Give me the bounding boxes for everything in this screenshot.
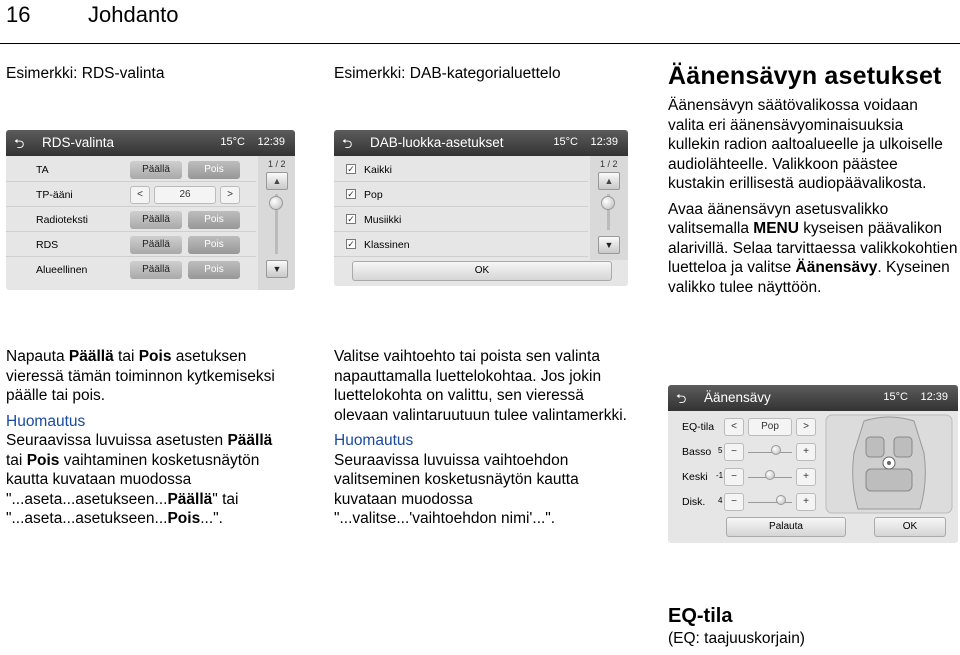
item-label: Pop [364,189,383,201]
minus-button[interactable]: − [724,443,744,461]
off-button[interactable]: Pois [188,161,240,179]
off-button[interactable]: Pois [188,211,240,229]
item-label: Kaikki [364,164,393,176]
car-interior-icon[interactable] [824,413,954,515]
clock: 12:39 [257,136,285,148]
dab-screen [334,130,628,286]
row-label: RDS [36,239,59,251]
tone-row-treble [668,490,818,514]
col2-paragraph: Valitse vaihtoehto tai poista sen valinta napauttamalla luettelokohtaa. Jos jokin luettelokohta on valittu, sen vieressä olevaan valintaruutuun tulee valintamerkki. [334,348,627,424]
item-label: Musiikki [364,214,402,226]
col1-note [6,412,286,529]
scroll-panel [590,156,628,260]
back-icon[interactable]: ⮌ [676,391,687,406]
dab-item[interactable] [334,208,588,232]
col2-text [334,347,634,529]
text-run: . Kyseinen valikko tulee näyttöön. [668,259,950,296]
col2-note [334,431,634,529]
note-heading: Huomautus [6,412,86,430]
rds-row-regional [6,258,256,282]
row-value: -1 [716,471,724,480]
rds-row-ta [6,158,256,182]
slider-track[interactable] [748,452,792,453]
text-bold: Päällä [68,348,114,365]
on-button[interactable]: Päällä [130,261,182,279]
dab-screen-title: DAB-luokka-asetukset [370,135,504,150]
ok-button[interactable]: OK [352,261,612,281]
scroll-panel [258,156,295,290]
dab-item[interactable] [334,158,588,182]
scroll-down-button[interactable]: ▼ [266,260,288,278]
rds-title-bar [6,130,295,156]
col1-paragraph [6,347,286,406]
scroll-up-button[interactable]: ▲ [266,172,288,190]
text-run: " tai "...aseta...asetukseen... [6,490,239,527]
eq-subheading: EQ-tila [668,605,733,627]
plus-button[interactable]: + [796,493,816,511]
temperature: 15°C [553,136,578,148]
ok-button[interactable]: OK [874,517,946,537]
scrollbar-thumb[interactable] [269,196,283,210]
tone-heading: Äänensävyn asetukset [668,62,942,90]
rds-caption: Esimerkki: RDS-valinta [6,65,165,82]
tone-row-bass [668,440,818,464]
plus-button[interactable]: + [796,468,816,486]
eq-subtext: (EQ: taajuuskorjain) [668,630,805,647]
tone-row-eq [668,415,818,439]
row-label: Disk. [682,496,706,508]
on-button[interactable]: Päällä [130,161,182,179]
back-icon[interactable]: ⮌ [14,136,25,151]
text-run: kyseisen päävalikon alarivillä. Selaa tarvittaessa valikkokohtien luetteloa ja valitse [668,220,958,276]
tp-volume-value: 26 [154,186,216,204]
row-label: TP-ääni [36,189,73,201]
section-title: Johdanto [88,2,179,27]
text-run: tai [6,451,27,469]
col3-paragraph-2 [668,200,958,298]
row-label: EQ-tila [682,421,715,433]
col3-paragraph: Äänensävyn säätövalikossa voidaan valita eri äänensävyominaisuuksia kullekin radion aaltoalueelle ja ulkoiselle audiolähteelle. Valikkoon päästee kustakin erillisestä audiopäävalikosta. [668,97,943,192]
text-run: Avaa äänensävyn asetusvalikko valitsemalla [668,200,889,237]
page-header [0,0,960,44]
text-run: Napauta [6,348,69,365]
scrollbar-thumb[interactable] [601,196,615,210]
clock: 12:39 [920,391,948,403]
tone-title-bar [668,385,958,411]
text-bold: Pois [167,510,201,527]
dab-item[interactable] [334,183,588,207]
back-icon[interactable]: ⮌ [342,136,353,151]
dab-caption: Esimerkki: DAB-kategorialuettelo [334,65,561,82]
note-heading: Huomautus [334,432,414,449]
checkbox[interactable]: ✓ [347,214,355,224]
text-bold: Pois [26,451,60,469]
dab-item[interactable] [334,233,588,257]
checkbox[interactable]: ✓ [347,239,355,249]
text-run: tai [113,348,139,365]
page-indicator: 1 / 2 [600,159,618,169]
reset-button[interactable]: Palauta [726,517,846,537]
rds-screen [6,130,295,290]
slider-thumb[interactable] [771,445,781,455]
text-bold: Päällä [227,432,273,449]
decrease-button[interactable]: < [130,186,150,204]
col3-text [668,96,958,297]
rds-screen-title: RDS-valinta [42,135,115,150]
text-bold: Päällä [167,490,213,508]
row-label: TA [36,164,49,176]
text-run: Seuraavissa luvuissa vaihtoehdon valitseminen kosketusnäytön kautta kuvataan muodossa "...valitse...'vaihtoehdon nimi'...". [334,451,579,527]
tone-screen-title: Äänensävy [704,390,771,405]
minus-button[interactable]: − [724,493,744,511]
row-label: Keski [682,471,708,483]
scroll-up-button[interactable]: ▲ [598,172,620,190]
page-number: 16 [6,2,31,27]
dab-title-bar [334,130,628,156]
checkbox[interactable]: ✓ [347,189,355,199]
row-value: 4 [718,496,723,505]
tone-row-mid [668,465,818,489]
increase-button[interactable]: > [220,186,240,204]
col1-text [6,347,286,529]
off-button[interactable]: Pois [188,236,240,254]
clock: 12:39 [590,136,618,148]
tone-screen [668,385,958,543]
rds-row-rds [6,233,256,257]
eq-value: Pop [748,418,792,436]
row-label: Basso [682,446,712,458]
next-button[interactable]: > [796,418,816,436]
previous-button[interactable]: < [724,418,744,436]
rds-row-tp-volume [6,183,256,207]
row-value: 5 [718,446,723,455]
rds-row-radiotext [6,208,256,232]
text-bold: Pois [138,348,172,365]
plus-button[interactable]: + [796,443,816,461]
on-button[interactable]: Päällä [130,211,182,229]
row-label: Radioteksti [36,214,88,226]
text-run: Seuraavissa luvuissa asetusten [6,432,228,449]
slider-thumb[interactable] [776,495,786,505]
text-bold: MENU [753,220,799,237]
row-label: Alueellinen [36,264,88,276]
off-button[interactable]: Pois [188,261,240,279]
on-button[interactable]: Päällä [130,236,182,254]
text-run: asetuksen vieressä tämän toiminnon kytkemiseksi päälle tai pois. [6,348,275,404]
temperature: 15°C [883,391,908,403]
scroll-down-button[interactable]: ▼ [598,236,620,254]
slider-thumb[interactable] [765,470,775,480]
temperature: 15°C [220,136,245,148]
page-indicator: 1 / 2 [268,159,286,169]
item-label: Klassinen [364,239,410,251]
minus-button[interactable]: − [724,468,744,486]
checkbox[interactable]: ✓ [347,164,355,174]
text-run: ...". [200,510,223,527]
text-bold: Äänensävy [795,259,878,276]
text-run: vaihtaminen kosketusnäytön kautta kuvataan muodossa "...aseta...asetukseen... [6,451,260,508]
